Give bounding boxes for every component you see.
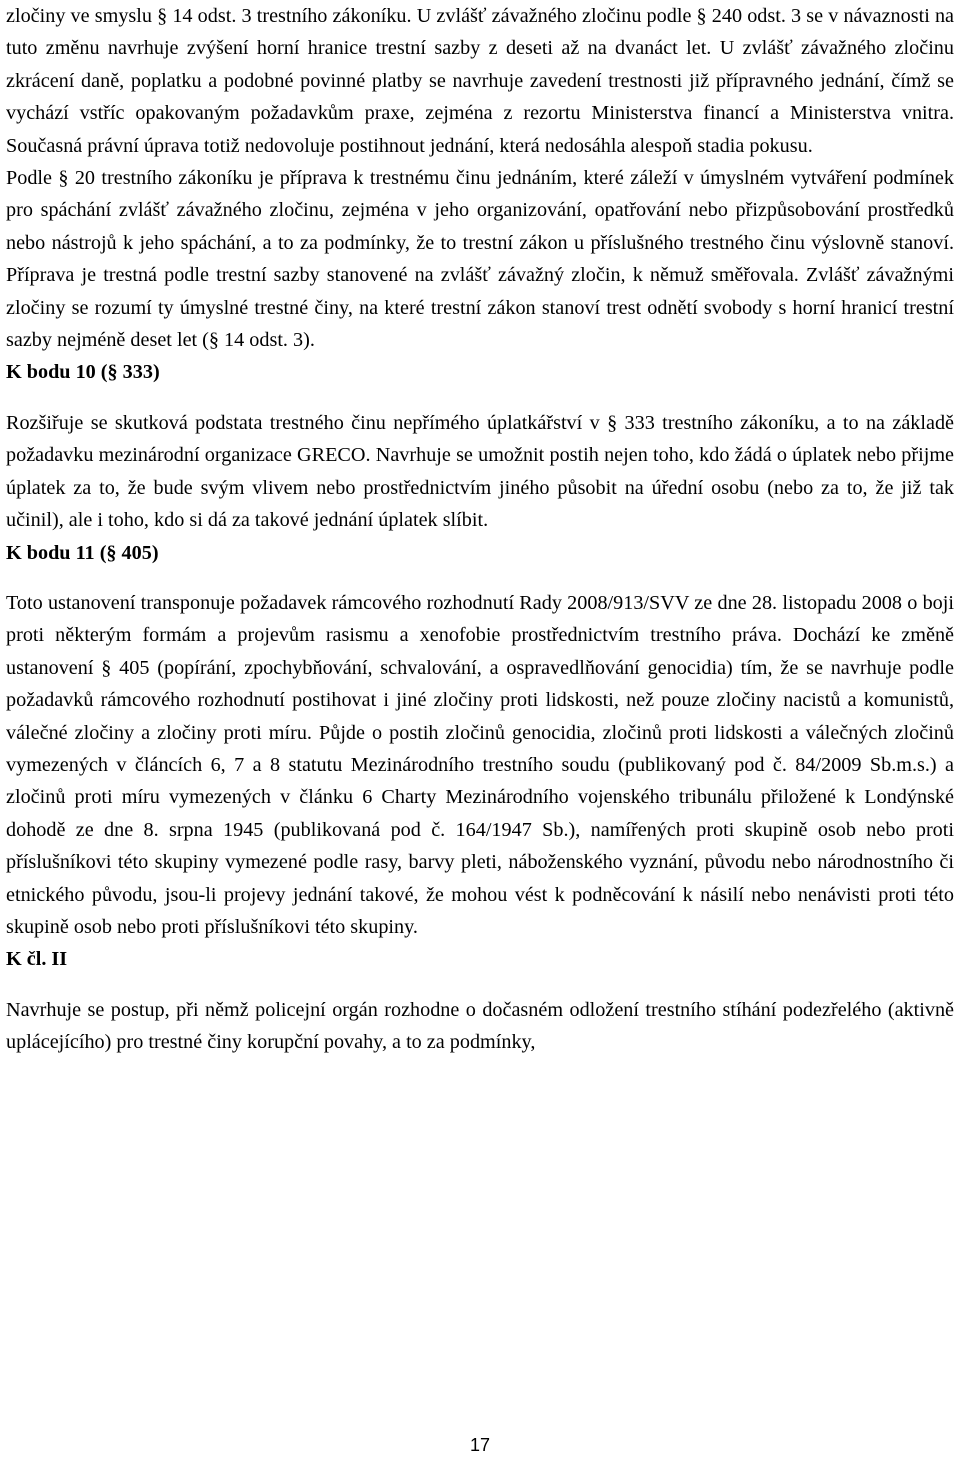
section-heading-bod-11: K bodu 11 (§ 405) bbox=[6, 541, 159, 564]
document-page bbox=[6, 0, 954, 1059]
section-text-bod-10: Rozšiřuje se skutková podstata trestného činu nepřímého úplatkářství v § 333 trestního zákoníku, a to na základě požadavku mezinárodní organizace GRECO. Navrhuje se umožnit postih nejen toho, kdo žádá o úplatek nebo přijme úplatek za to, že bude svým vlivem nebo prostřednictvím jiného působit na úřední osobu (nebo za to, že již tak učinil), ale i toho, kdo si dá za takové jednání úplatek slíbit. bbox=[6, 411, 954, 532]
paragraph-preparation-definition: Podle § 20 trestního zákoníku je příprava k trestnému činu jednáním, které záleží v úmyslném vytváření podmínek pro spáchání zvlášť závažného zločinu, zejména v jeho organizování, opatřování nebo přizpůsobování prostředků nebo nástrojů k jeho spáchání, a to za podmínky, že to trestní zákon u příslušného trestného činu výslovně stanoví. Příprava je trestná podle trestní sazby stanovené na zvlášť závažný zločin, k němuž směřovala. Zvlášť závažnými zločiny se rozumí ty úmyslné trestné činy, na které trestní zákon stanoví trest odnětí svobody s horní hranicí trestní sazby nejméně deset let (§ 14 odst. 3). bbox=[6, 167, 954, 352]
page-number: 17 bbox=[469, 1435, 491, 1455]
section-heading-cl-2: K čl. II bbox=[6, 948, 68, 971]
section-text-cl-2: Navrhuje se postup, při němž policejní orgán rozhodne o dočasném odložení trestního stíhání podezřelého (aktivně uplácejícího) pro trestné činy korupční povahy, a to za podmínky, bbox=[6, 998, 954, 1054]
section-text-bod-11: Toto ustanovení transponuje požadavek rámcového rozhodnutí Rady 2008/913/SVV ze dne 28. listopadu 2008 o boji proti některým formám a projevům rasismu a xenofobie prostřednictvím trestního práva. Dochází ke změně ustanovení § 405 (popírání, zpochybňování, schvalování, a ospravedlňování genocidia) tím, že se navrhuje podle požadavků rámcového rozhodnutí postihovat i jiné zločiny proti lidskosti, než pouze zločiny nacistů a komunistů, válečné zločiny a zločiny proti míru. Půjde o postih zločinů genocidia, zločinů proti lidskosti a válečných zločinů vymezených v článcích 6, 7 a 8 statutu Mezinárodního trestního soudu (publikovaný pod č. 84/2009 Sb.m.s.) a zločinů proti míru vymezených v článku 6 Charty Mezinárodního vojenského tribunálu přiložené k Londýnské dohodě ze dne 8. srpna 1945 (publikovaná pod č. 164/1947 Sb.), namířených proti skupině osob nebo proti příslušníkovi této skupiny vymezené podle rasy, barvy pleti, náboženského vyznání, původu nebo národnostního či etnického původu, jsou-li projevy jednání takové, že mohou vést k podněcování k násilí nebo nenávisti proti této skupině osob nebo proti příslušníkovi této skupiny. bbox=[6, 591, 954, 938]
section-heading-bod-10: K bodu 10 (§ 333) bbox=[6, 361, 160, 384]
paragraph-sentencing-changes: zločiny ve smyslu § 14 odst. 3 trestního zákoníku. U zvlášť závažného zločinu podle § 240 odst. 3 se v návaznosti na tuto změnu navrhuje zvýšení horní hranice trestní sazby z deseti až na dvanáct let. U zvlášť závažného zločinu zkrácení daně, poplatku a podobné povinné platby se navrhuje zavedení trestnosti již přípravného jednání, čímž se vychází vstříc opakovaným požadavkům praxe, zejména z rezortu Ministerstva financí a Ministerstva vnitra. Současná právní úprava totiž nedovoluje postihnout jednání, která nedosáhla alespoň stadia pokusu. bbox=[6, 5, 954, 157]
